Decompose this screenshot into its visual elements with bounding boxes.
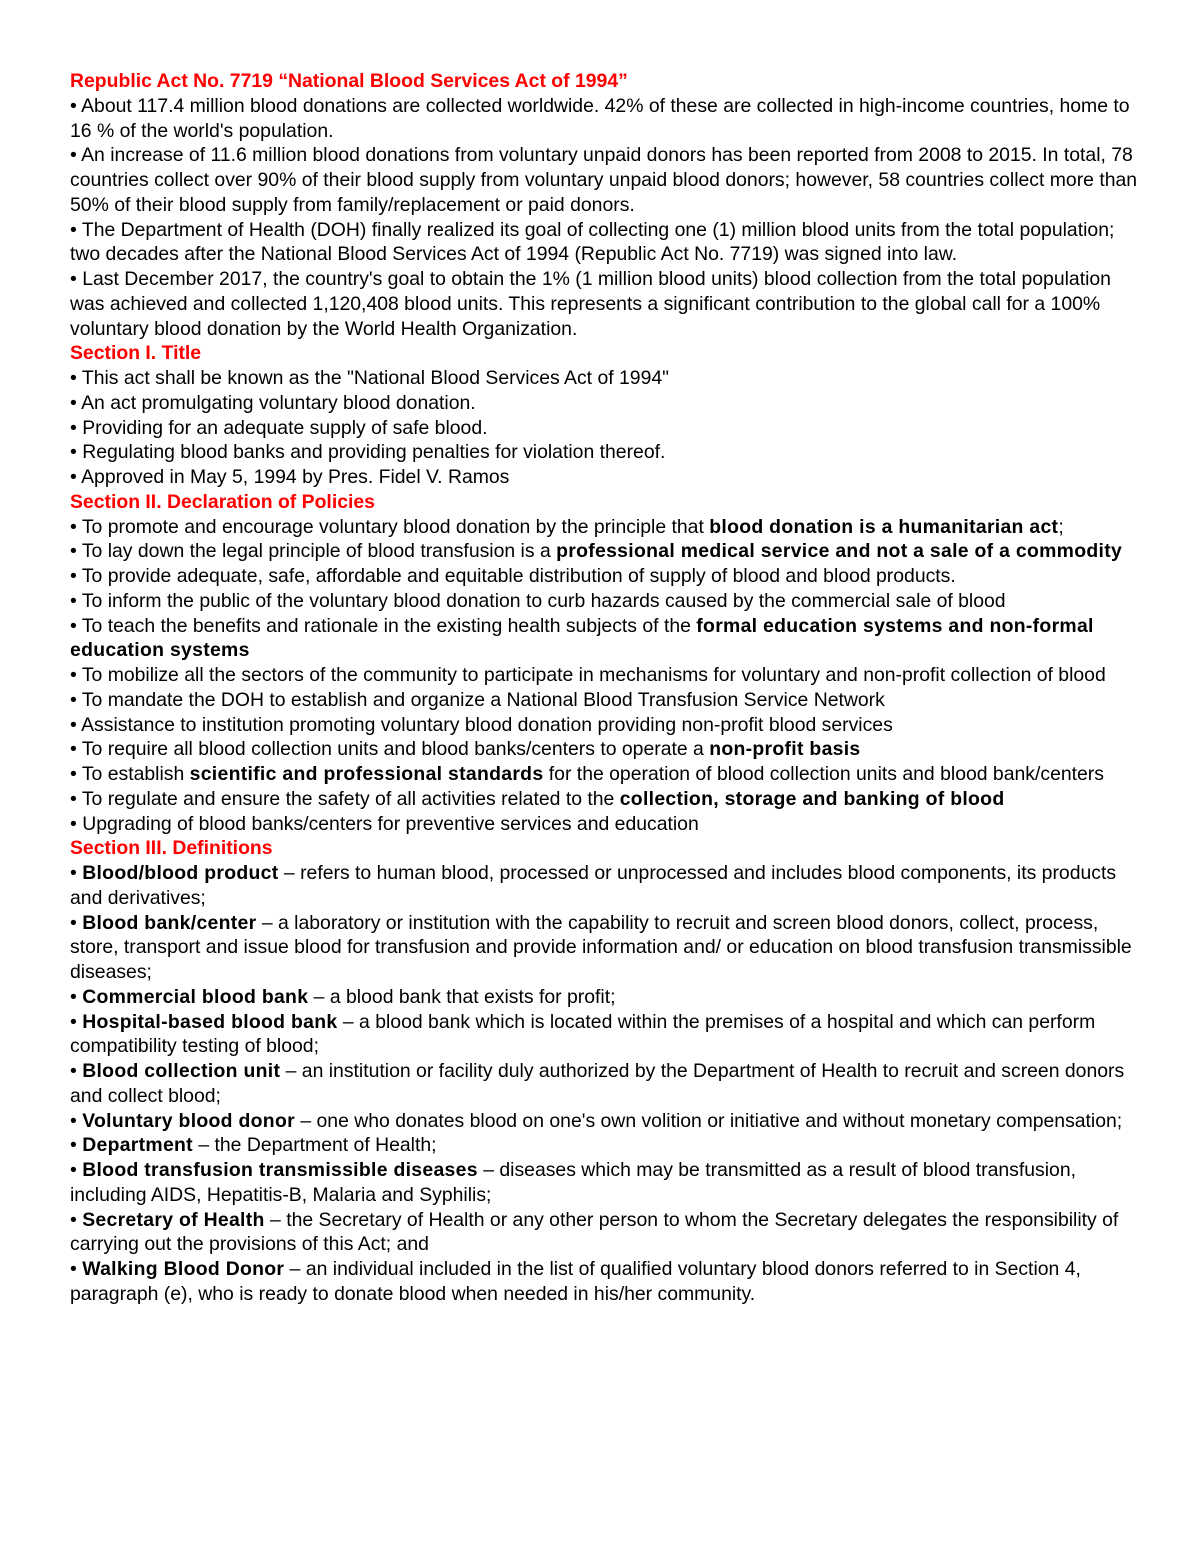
intro-item: • Last December 2017, the country's goal to obtain the 1% (1 million blood units) blood collection from the total population was achieved and collected 1,120,408 blood units. This represents a significant contribution to the global call for a 100% voluntary blood donation by the World Health Organization. [70, 268, 1111, 340]
bullet: • [70, 1159, 77, 1181]
definition-term: Blood collection unit [82, 1060, 281, 1082]
definition-term: Blood bank/center [82, 911, 257, 934]
policy-item: • To lay down the legal principle of blood transfusion is a professional medical service and not a sale of a commodity [70, 540, 1123, 563]
document-title: Republic Act No. 7719 “National Blood Services Act of 1994” [70, 70, 628, 92]
definition-term: Commercial blood bank [82, 985, 309, 1008]
definition-term: Secretary of Health [82, 1208, 265, 1231]
policy-item: • To provide adequate, safe, affordable and equitable distribution of supply of blood and blood products. [70, 565, 956, 587]
policy-item: • Assistance to institution promoting voluntary blood donation providing non-profit blood services [70, 713, 893, 736]
section-2-list [70, 515, 1140, 837]
bullet: • [70, 367, 77, 389]
definition-item: • Voluntary blood donor – one who donates blood on one's own volition or initiative and without monetary compensation; [70, 1109, 1123, 1132]
bullet: • [70, 688, 77, 711]
definition-term: Department [82, 1134, 193, 1157]
bullet: • [70, 589, 77, 612]
bullet: • [70, 763, 77, 785]
definition-term: Hospital-based blood bank [82, 1010, 338, 1033]
definition-term: Blood transfusion transmissible diseases [82, 1159, 478, 1181]
policy-item: • To regulate and ensure the safety of all activities related to the collection, storage and banking of blood [70, 787, 1005, 810]
bullet: • [70, 1010, 77, 1033]
list-item: • Providing for an adequate supply of safe blood. [70, 416, 488, 439]
bullet: • [70, 1109, 77, 1132]
bullet: • [70, 911, 77, 934]
policy-item: • To promote and encourage voluntary blood donation by the principle that blood donation is a humanitarian act; [70, 515, 1064, 538]
definition-item: • Blood collection unit – an institution or facility duly authorized by the Department of Health to recruit and screen donors and collect blood; [70, 1060, 1125, 1107]
bullet: • [70, 416, 77, 439]
intro-item: • About 117.4 million blood donations are collected worldwide. 42% of these are collected in high-income countries, home to 16 % of the world's population. [70, 94, 1130, 142]
bullet: • [70, 268, 77, 290]
bullet: • [70, 94, 77, 117]
bullet: • [70, 144, 77, 167]
intro-item: • The Department of Health (DOH) finally realized its goal of collecting one (1) million blood units from the total population; two decades after the National Blood Services Act of 1994 (Republic Act No. 7719) was signed into law. [70, 218, 1115, 266]
bullet: • [70, 862, 77, 884]
bullet: • [70, 1208, 77, 1231]
list-item: • An act promulgating voluntary blood donation. [70, 391, 476, 414]
intro-list [70, 94, 1140, 342]
policy-item: • To teach the benefits and rationale in the existing health subjects of the formal education systems and non-formal education systems [70, 614, 1094, 662]
bullet: • [70, 1060, 77, 1082]
policy-item: • To mobilize all the sectors of the community to participate in mechanisms for voluntary and non-profit collection of blood [70, 664, 1106, 686]
bullet: • [70, 565, 77, 587]
bullet: • [70, 466, 77, 488]
bullet: • [70, 1258, 77, 1280]
bullet: • [70, 441, 77, 464]
list-item: • Approved in May 5, 1994 by Pres. Fidel V. Ramos [70, 466, 510, 488]
section-3-heading: Section III. Definitions [70, 837, 273, 860]
list-item: • Regulating blood banks and providing penalties for violation thereof. [70, 441, 666, 464]
section-1-heading: Section I. Title [70, 342, 202, 365]
policy-item: • Upgrading of blood banks/centers for preventive services and education [70, 812, 699, 835]
section-2-heading: Section II. Declaration of Policies [70, 490, 375, 513]
section-1-list [70, 366, 1140, 490]
definition-item: • Commercial blood bank – a blood bank that exists for profit; [70, 985, 616, 1008]
bullet: • [70, 812, 77, 835]
definition-item: • Secretary of Health – the Secretary of Health or any other person to whom the Secretary delegates the responsibility of carrying out the provisions of this Act; and [70, 1208, 1119, 1256]
definition-item: • Blood transfusion transmissible diseases – diseases which may be transmitted as a result of blood transfusion, including AIDS, Hepatitis-B, Malaria and Syphilis; [70, 1159, 1076, 1206]
definition-item: • Department – the Department of Health; [70, 1134, 437, 1157]
definition-item: • Walking Blood Donor – an individual included in the list of qualified voluntary blood donors referred to in Section 4, paragraph (e), who is ready to donate blood when needed in his/her community. [70, 1258, 1081, 1305]
bullet: • [70, 985, 77, 1008]
bullet: • [70, 738, 77, 761]
bullet: • [70, 515, 77, 538]
list-item: • This act shall be known as the "National Blood Services Act of 1994" [70, 367, 670, 389]
document-page [70, 69, 1140, 1307]
bullet: • [70, 787, 77, 810]
bullet: • [70, 391, 77, 414]
bullet: • [70, 713, 77, 736]
intro-item: • An increase of 11.6 million blood donations from voluntary unpaid donors has been reported from 2008 to 2015. In total, 78 countries collect over 90% of their blood supply from voluntary unpaid blood donors; however, 58 countries collect more than 50% of their blood supply from family/replacement or paid donors. [70, 144, 1138, 216]
bullet: • [70, 664, 77, 686]
bullet: • [70, 614, 77, 637]
bullet: • [70, 1134, 77, 1157]
definition-term: Walking Blood Donor [82, 1258, 285, 1280]
bullet: • [70, 540, 77, 563]
definition-item: • Blood/blood product – refers to human blood, processed or unprocessed and includes blood components, its products and derivatives; [70, 862, 1117, 909]
policy-item: • To require all blood collection units and blood banks/centers to operate a non-profit basis [70, 738, 861, 761]
bullet: • [70, 218, 77, 241]
policy-item: • To establish scientific and professional standards for the operation of blood collection units and blood bank/centers [70, 763, 1104, 785]
definition-term: Voluntary blood donor [82, 1109, 295, 1132]
section-3-list [70, 861, 1140, 1307]
definition-term: Blood/blood product [82, 862, 279, 884]
policy-item: • To inform the public of the voluntary blood donation to curb hazards caused by the commercial sale of blood [70, 589, 1006, 612]
definition-item: • Blood bank/center – a laboratory or institution with the capability to recruit and screen blood donors, collect, process, store, transport and issue blood for transfusion and provide information and/ or education on blood transfusion transmissible diseases; [70, 911, 1132, 983]
policy-item: • To mandate the DOH to establish and organize a National Blood Transfusion Service Network [70, 688, 885, 711]
definition-item: • Hospital-based blood bank – a blood bank which is located within the premises of a hospital and which can perform compatibility testing of blood; [70, 1010, 1096, 1058]
